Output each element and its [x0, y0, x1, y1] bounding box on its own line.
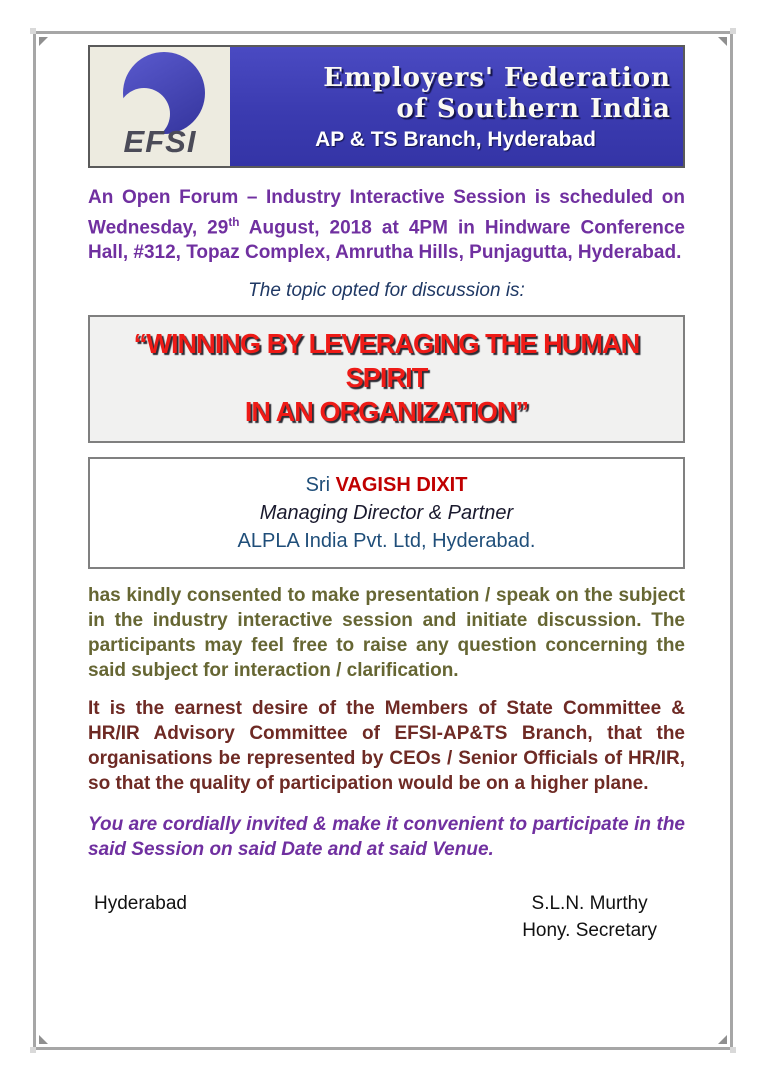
org-name-line1: Employers' Federation: [323, 63, 671, 93]
intro-text-after-superscript: August, 2018 at 4PM in Hindware Conference Hall, #312, Topaz Complex, Amrutha Hills, Punjagutta, Hyderabad.: [88, 217, 685, 264]
organization-name-panel: [230, 47, 683, 166]
organization-header-banner: [88, 45, 685, 168]
efsi-logo: [90, 47, 230, 166]
topic-title-line1: “WINNING BY LEVERAGING THE HUMAN SPIRIT: [133, 328, 640, 394]
speaker-salutation: Sri: [305, 474, 336, 497]
document-content: [88, 45, 685, 944]
topic-title-box: [88, 315, 685, 443]
date-ordinal-superscript: th: [228, 216, 240, 229]
signature-place: Hyderabad: [94, 893, 187, 915]
border-corner-ornament: [718, 37, 727, 46]
speaker-designation: Managing Director & Partner: [259, 502, 514, 525]
border-corner-notch: [730, 1047, 736, 1053]
border-corner-ornament: [39, 1035, 48, 1044]
signature-row: [88, 890, 685, 944]
speaker-name: VAGISH DIXIT: [335, 474, 468, 497]
org-name-line2: of Southern India: [396, 94, 671, 124]
border-corner-ornament: [718, 1035, 727, 1044]
svg-text:EFSI: EFSI: [123, 124, 197, 159]
border-corner-notch: [730, 28, 736, 34]
signatory-name: S.L.N. Murthy: [531, 893, 648, 915]
signature-block: [522, 890, 657, 944]
topic-title-line2: IN AN ORGANIZATION”: [244, 396, 529, 428]
intro-paragraph: [88, 185, 685, 265]
desire-paragraph: It is the earnest desire of the Members of State Committee & HR/IR Advisory Committee of EFSI-AP&TS Branch, that the organisations be represented by CEOs / Senior Officials of HR/IR, so that the quality of participation would be on a higher plane.: [88, 698, 685, 795]
consent-paragraph: has kindly consented to make presentation / speak on the subject in the industry interactive session and initiate discussion. The participants may feel free to raise any question concerning the said subject for interaction / clarification.: [88, 585, 685, 682]
speaker-name-line: [98, 471, 675, 499]
efsi-crescent-icon: [92, 48, 228, 165]
intro-text-before-superscript: An Open Forum – Industry Interactive Session is scheduled on Wednesday, 29: [88, 187, 685, 239]
topic-intro-line: The topic opted for discussion is:: [248, 280, 525, 302]
border-corner-notch: [30, 1047, 36, 1053]
org-branch-line: AP & TS Branch, Hyderabad: [315, 128, 596, 151]
signatory-title: Hony. Secretary: [522, 920, 657, 942]
border-corner-notch: [30, 28, 36, 34]
speaker-box: [88, 457, 685, 569]
invitation-paragraph: You are cordially invited & make it convenient to participate in the said Session on said Date and at said Venue.: [88, 814, 685, 861]
border-corner-ornament: [39, 37, 48, 46]
speaker-company: ALPLA India Pvt. Ltd, Hyderabad.: [237, 530, 536, 553]
